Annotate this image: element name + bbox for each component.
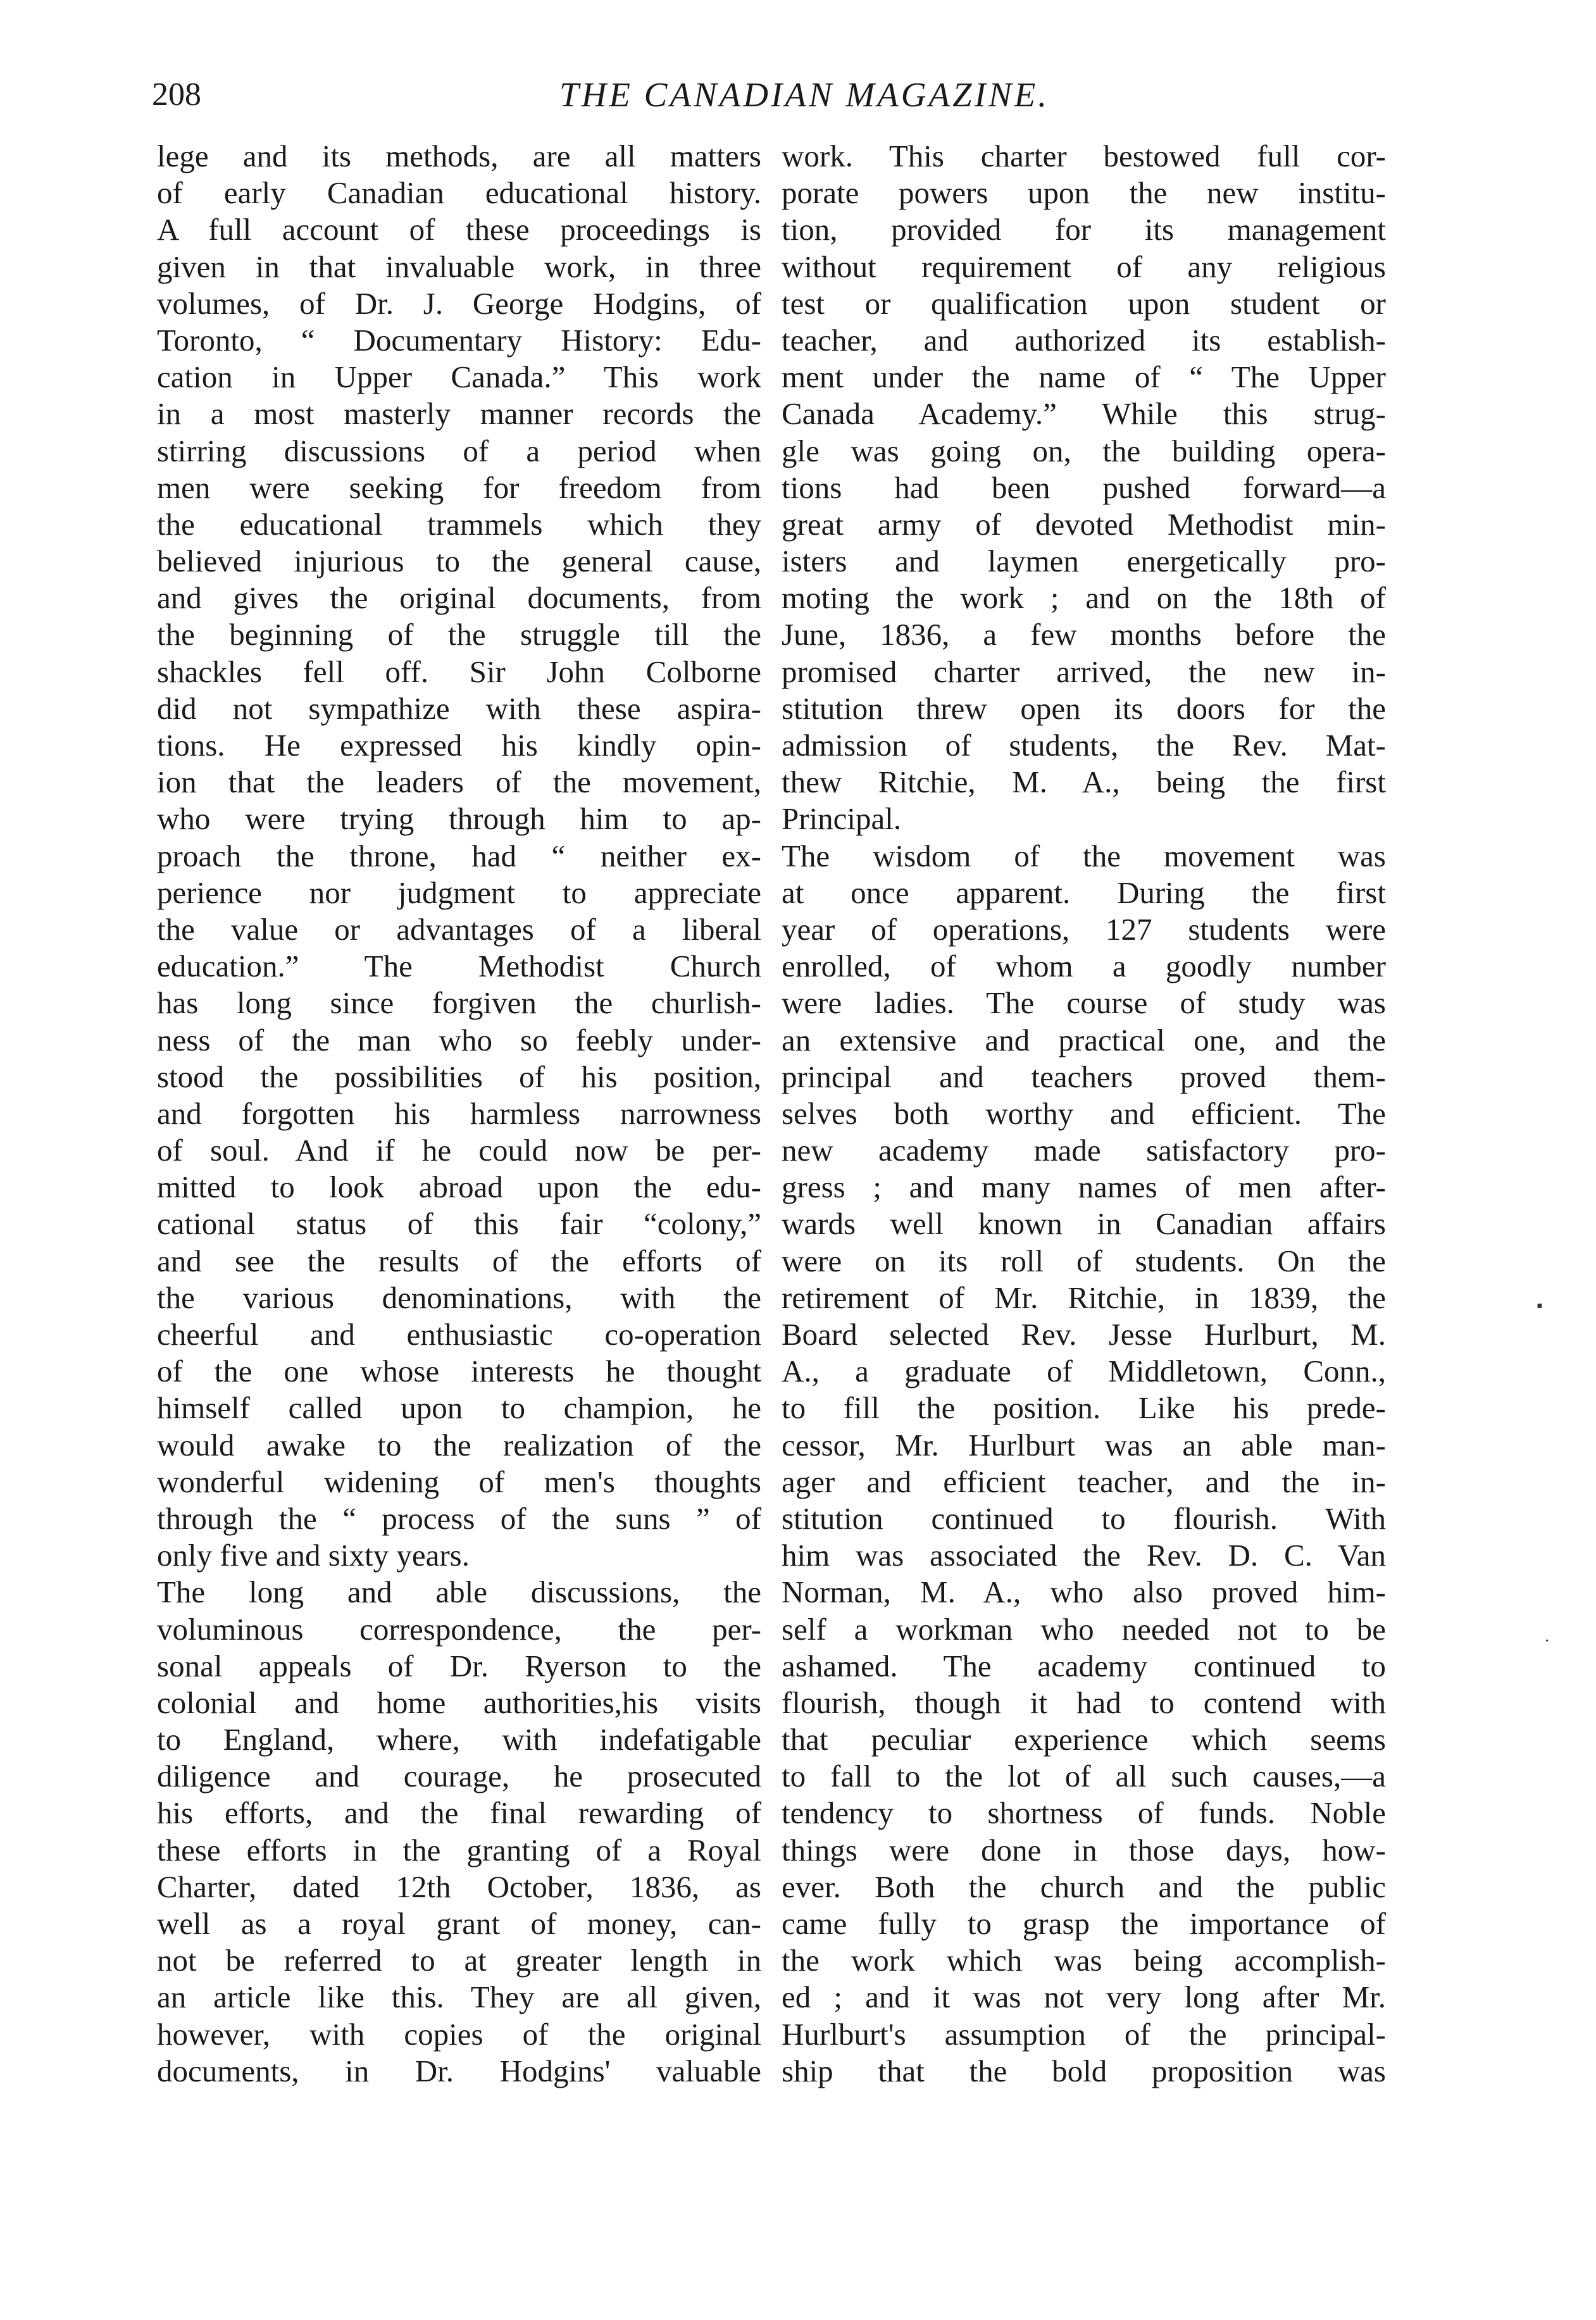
- text-line: porate powers upon the new institu-: [782, 175, 1386, 211]
- text-line: volumes, of Dr. J. George Hodgins, of: [157, 285, 761, 321]
- text-line: given in that invaluable work, in three: [157, 249, 761, 284]
- text-line: diligence and courage, he prosecuted: [157, 1759, 761, 1794]
- text-line: at once apparent. During the first: [782, 875, 1386, 910]
- text-line: an article like this. They are all given,: [157, 1980, 761, 2015]
- text-line: himself called upon to champion, he: [157, 1390, 761, 1426]
- text-line: the work which was being accomplish-: [782, 1943, 1386, 1978]
- text-line: tions. He expressed his kindly opin-: [157, 728, 761, 763]
- text-line: men were seeking for freedom from: [157, 470, 761, 505]
- page-number: 208: [152, 77, 201, 113]
- margin-speck: ▪: [1537, 1296, 1543, 1316]
- text-line: him was associated the Rev. D. C. Van: [782, 1538, 1386, 1573]
- text-line: and forgotten his harmless narrowness: [157, 1095, 761, 1131]
- text-line: these efforts in the granting of a Royal: [157, 1832, 761, 1868]
- text-line: cessor, Mr. Hurlburt was an able man-: [782, 1427, 1386, 1462]
- text-line: stood the possibilities of his position,: [157, 1059, 761, 1094]
- text-line: were on its roll of students. On the: [782, 1243, 1386, 1278]
- text-line: who were trying through him to ap-: [157, 801, 761, 837]
- text-line: shackles fell off. Sir John Colborne: [157, 654, 761, 689]
- text-line: enrolled, of whom a goodly number: [782, 949, 1386, 984]
- text-line: documents, in Dr. Hodgins' valuable: [157, 2053, 761, 2088]
- text-line: of early Canadian educational history.: [157, 175, 761, 211]
- text-line: an extensive and practical one, and the: [782, 1022, 1386, 1057]
- text-line: A full account of these proceedings is: [157, 212, 761, 247]
- text-line: the various denominations, with the: [157, 1280, 761, 1315]
- text-line: Hurlburt's assumption of the principal-: [782, 2016, 1386, 2052]
- text-line: teacher, and authorized its establish-: [782, 322, 1386, 358]
- text-line: principal and teachers proved them-: [782, 1059, 1386, 1094]
- text-line: well as a royal grant of money, can-: [157, 1906, 761, 1941]
- text-line: retirement of Mr. Ritchie, in 1839, the: [782, 1280, 1386, 1315]
- text-line: would awake to the realization of the: [157, 1427, 761, 1462]
- text-line: and gives the original documents, from: [157, 580, 761, 616]
- margin-speck: ·: [1544, 1631, 1550, 1651]
- text-line: to England, where, with indefatigable: [157, 1722, 761, 1757]
- text-line: test or qualification upon student or: [782, 285, 1386, 321]
- text-line: work. This charter bestowed full cor-: [782, 139, 1386, 173]
- text-line: self a workman who needed not to be: [782, 1611, 1386, 1647]
- text-line: gress ; and many names of men after-: [782, 1169, 1386, 1205]
- text-line: Board selected Rev. Jesse Hurlburt, M.: [782, 1317, 1386, 1352]
- text-line: cheerful and enthusiastic co-operation: [157, 1317, 761, 1352]
- text-line: promised charter arrived, the new in-: [782, 654, 1386, 689]
- text-line: ship that the bold proposition was: [782, 2053, 1386, 2088]
- text-line: selves both worthy and efficient. The: [782, 1095, 1386, 1131]
- text-line: his efforts, and the final rewarding of: [157, 1795, 761, 1831]
- text-line: June, 1836, a few months before the: [782, 617, 1386, 652]
- text-line: ion that the leaders of the movement,: [157, 764, 761, 800]
- text-line: lege and its methods, are all matters: [157, 139, 761, 173]
- left-column: [157, 138, 761, 2090]
- text-line: tendency to shortness of funds. Noble: [782, 1795, 1386, 1831]
- text-line: ever. Both the church and the public: [782, 1869, 1386, 1904]
- text-line: ed ; and it was not very long after Mr.: [782, 1980, 1386, 2015]
- text-line: ashamed. The academy continued to: [782, 1648, 1386, 1683]
- text-line: of the one whose interests he thought: [157, 1354, 761, 1389]
- text-line: wards well known in Canadian affairs: [782, 1206, 1386, 1242]
- right-column: [782, 138, 1386, 2090]
- text-line: admission of students, the Rev. Mat-: [782, 728, 1386, 763]
- text-line: proach the throne, had “ neither ex-: [157, 838, 761, 873]
- text-line: without requirement of any religious: [782, 249, 1386, 284]
- text-line: to fill the position. Like his prede-: [782, 1390, 1386, 1426]
- page-header: [152, 63, 1457, 127]
- text-line: sonal appeals of Dr. Ryerson to the: [157, 1648, 761, 1683]
- text-line: Charter, dated 12th October, 1836, as: [157, 1869, 761, 1904]
- text-line: did not sympathize with these aspira-: [157, 690, 761, 726]
- text-line: education.” The Methodist Church: [157, 949, 761, 984]
- text-line: Norman, M. A., who also proved him-: [782, 1575, 1386, 1610]
- text-line: however, with copies of the original: [157, 2016, 761, 2052]
- text-line: and see the results of the efforts of: [157, 1243, 761, 1278]
- text-line: great army of devoted Methodist min-: [782, 506, 1386, 542]
- text-line: the educational trammels which they: [157, 506, 761, 542]
- text-line: stitution threw open its doors for the: [782, 690, 1386, 726]
- text-line: tion, provided for its management: [782, 212, 1386, 247]
- text-line: stirring discussions of a period when: [157, 433, 761, 468]
- text-line: to fall to the lot of all such causes,—a: [782, 1759, 1386, 1794]
- running-head: THE CANADIAN MAGAZINE.: [559, 75, 1049, 114]
- text-line: not be referred to at greater length in: [157, 1943, 761, 1978]
- text-line: ness of the man who so feebly under-: [157, 1022, 761, 1057]
- text-line: flourish, though it had to contend with: [782, 1685, 1386, 1720]
- text-line: new academy made satisfactory pro-: [782, 1133, 1386, 1168]
- text-line: believed injurious to the general cause,: [157, 544, 761, 579]
- text-line: gle was going on, the building opera-: [782, 433, 1386, 468]
- text-line: perience nor judgment to appreciate: [157, 875, 761, 910]
- text-line: in a most masterly manner records the: [157, 396, 761, 432]
- text-line: has long since forgiven the churlish-: [157, 985, 761, 1021]
- text-line: The long and able discussions, the: [157, 1575, 761, 1610]
- text-line: isters and laymen energetically pro-: [782, 544, 1386, 579]
- text-line: mitted to look abroad upon the edu-: [157, 1169, 761, 1205]
- text-line: A., a graduate of Middletown, Conn.,: [782, 1354, 1386, 1389]
- text-line: Principal.: [782, 801, 902, 837]
- text-line: thew Ritchie, M. A., being the first: [782, 764, 1386, 800]
- text-line: voluminous correspondence, the per-: [157, 1611, 761, 1647]
- text-line: cational status of this fair “colony,”: [157, 1206, 761, 1242]
- text-line: The wisdom of the movement was: [782, 838, 1386, 873]
- text-line: were ladies. The course of study was: [782, 985, 1386, 1021]
- text-line: moting the work ; and on the 18th of: [782, 580, 1386, 616]
- text-line: wonderful widening of men's thoughts: [157, 1464, 761, 1499]
- text-line: through the “ process of the suns ” of: [157, 1500, 761, 1536]
- text-line: ment under the name of “ The Upper: [782, 359, 1386, 395]
- text-line: things were done in those days, how-: [782, 1832, 1386, 1868]
- text-line: cation in Upper Canada.” This work: [157, 359, 761, 395]
- text-line: the value or advantages of a liberal: [157, 911, 761, 947]
- text-line: colonial and home authorities,his visits: [157, 1685, 761, 1720]
- text-line: year of operations, 127 students were: [782, 911, 1386, 947]
- text-line: the beginning of the struggle till the: [157, 617, 761, 652]
- text-line: Toronto, “ Documentary History: Edu-: [157, 322, 761, 358]
- text-line: ager and efficient teacher, and the in-: [782, 1464, 1386, 1499]
- text-line: stitution continued to flourish. With: [782, 1500, 1386, 1536]
- text-line: came fully to grasp the importance of: [782, 1906, 1386, 1941]
- text-line: tions had been pushed forward—a: [782, 470, 1386, 505]
- text-line: of soul. And if he could now be per-: [157, 1133, 761, 1168]
- text-line: Canada Academy.” While this strug-: [782, 396, 1386, 432]
- text-line: that peculiar experience which seems: [782, 1722, 1386, 1757]
- text-line: only five and sixty years.: [157, 1538, 470, 1573]
